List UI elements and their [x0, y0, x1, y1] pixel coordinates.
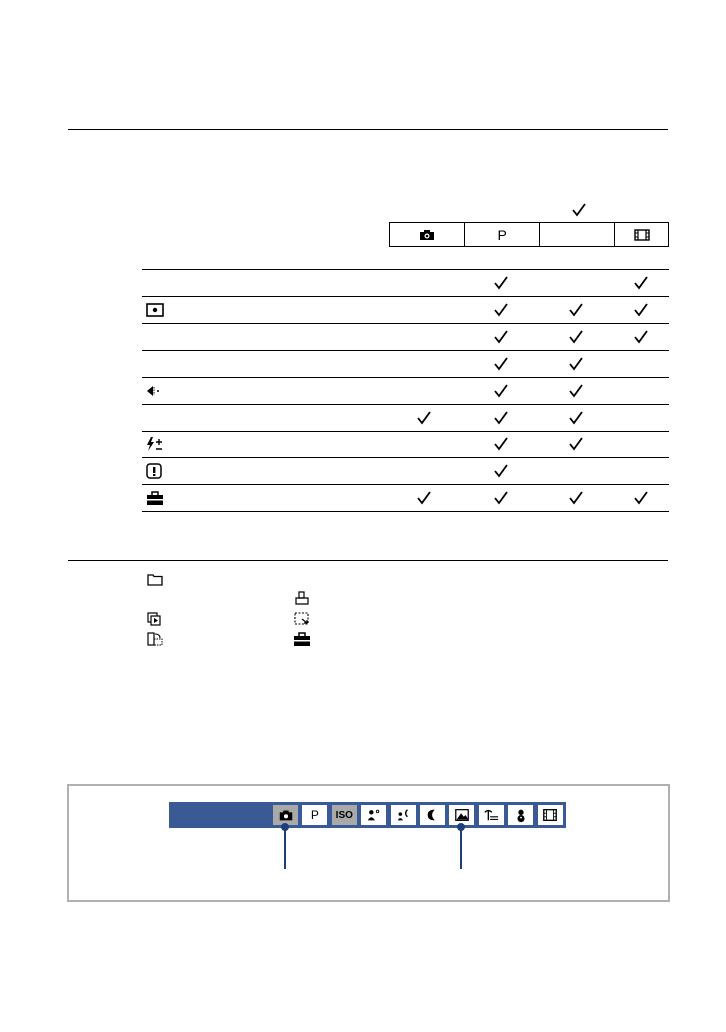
check-icon	[568, 410, 584, 426]
table-row	[142, 431, 669, 458]
check-icon	[493, 275, 509, 291]
check-icon	[493, 383, 509, 399]
mode-header-scene	[540, 223, 615, 246]
check-icon	[493, 356, 509, 372]
mode-header-program	[465, 223, 539, 246]
check-icon	[493, 436, 509, 452]
table-row	[142, 270, 669, 297]
program-label: P	[497, 226, 507, 243]
auto-pointer-dot	[281, 823, 289, 831]
legend-check-icon	[571, 202, 587, 218]
rule-mid	[68, 560, 668, 561]
toolbox-icon	[293, 631, 311, 647]
landscape-pointer-dot	[457, 823, 465, 831]
check-icon	[493, 302, 509, 318]
soft-snap-icon	[365, 807, 383, 823]
check-icon	[416, 490, 432, 506]
folder-icon	[146, 571, 164, 587]
table-row	[142, 324, 669, 351]
high-iso-label: ISO	[335, 809, 353, 821]
mode-header-movie	[615, 223, 668, 246]
snow-button[interactable]	[508, 805, 533, 825]
program-mode-button[interactable]	[302, 805, 327, 825]
check-icon	[633, 302, 649, 318]
rotate-icon	[146, 631, 164, 647]
resize-icon	[293, 611, 311, 627]
check-icon	[568, 436, 584, 452]
check-icon	[568, 383, 584, 399]
burst-bracket-icon	[144, 383, 166, 399]
check-icon	[493, 490, 509, 506]
check-icon	[633, 275, 649, 291]
check-icon	[568, 302, 584, 318]
table-row	[142, 405, 669, 432]
program-mode-label: P	[310, 808, 319, 822]
table-row	[142, 351, 669, 378]
mode-header-auto	[390, 223, 465, 246]
table-row	[142, 297, 669, 324]
high-iso-button[interactable]	[332, 805, 357, 825]
landscape-icon	[453, 807, 471, 823]
toolbox-icon	[144, 490, 166, 506]
beach-button[interactable]	[479, 805, 504, 825]
check-icon	[493, 410, 509, 426]
table-row	[142, 458, 669, 485]
spot-metering-icon	[144, 302, 166, 318]
auto-mode-icon	[277, 807, 295, 823]
auto-pointer-line	[284, 829, 286, 869]
twilight-portrait-icon	[394, 807, 412, 823]
check-icon	[416, 410, 432, 426]
check-icon	[493, 463, 509, 479]
beach-icon	[482, 807, 500, 823]
mode-dial-panel	[67, 784, 670, 902]
mode-header	[389, 222, 669, 247]
check-icon	[633, 329, 649, 345]
twilight-icon	[424, 807, 442, 823]
check-icon	[568, 329, 584, 345]
movie-icon	[541, 807, 559, 823]
flash-level-icon	[144, 436, 166, 452]
film-icon	[634, 229, 650, 241]
snow-icon	[512, 807, 530, 823]
auto-mode-button[interactable]	[273, 805, 298, 825]
check-icon	[633, 490, 649, 506]
table-row	[142, 485, 669, 512]
landscape-pointer-line	[460, 829, 462, 869]
twilight-button[interactable]	[420, 805, 445, 825]
rule-top	[68, 129, 668, 130]
check-icon	[568, 490, 584, 506]
mode-bar	[169, 802, 566, 828]
table-row	[142, 378, 669, 405]
steadyshot-icon	[144, 463, 166, 479]
check-icon	[493, 329, 509, 345]
soft-snap-button[interactable]	[361, 805, 386, 825]
camera-icon	[419, 229, 435, 241]
movie-button[interactable]	[538, 805, 563, 825]
print-icon	[293, 590, 311, 606]
landscape-button[interactable]	[449, 805, 474, 825]
check-icon	[568, 356, 584, 372]
slideshow-icon	[146, 611, 164, 627]
twilight-portrait-button[interactable]	[391, 805, 416, 825]
